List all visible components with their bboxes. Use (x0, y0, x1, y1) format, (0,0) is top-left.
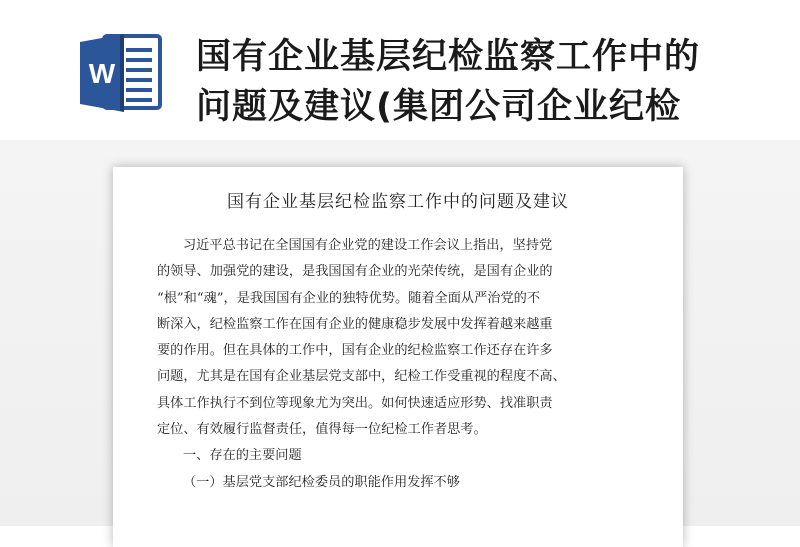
paragraph-line: 习近平总书记在全国国有企业党的建设工作会议上指出，坚持党 (183, 238, 553, 253)
document-body (157, 233, 639, 496)
section-heading: 一、存在的主要问题 (183, 448, 302, 464)
paragraph-line: 具体工作执行不到位等现象尤为突出。如何快速适应形势、找准职责 (157, 395, 553, 411)
paragraph-line: 断深入，纪检监察工作在国有企业的健康稳步发展中发挥着越来越重 (157, 316, 553, 332)
paragraph-line: 的领导、加强党的建设，是我国国有企业的光荣传统，是国有企业的 (157, 264, 553, 280)
paragraph-line: 定位、有效履行监督责任，值得每一位纪检工作者思考。 (157, 422, 487, 438)
document-title: 国有企业基层纪检监察工作中的问题及建议 (227, 192, 569, 212)
header-banner (0, 0, 800, 140)
title-line: 国有企业基层纪检监察工作中的 (196, 37, 701, 77)
word-icon-letter: W (88, 58, 116, 89)
page-title (196, 32, 786, 132)
word-document-icon (76, 30, 166, 116)
document-page (113, 167, 683, 547)
paragraph-line: “根”和“魂”，是我国国有企业的独特优势。随着全面从严治党的不 (157, 290, 541, 306)
subsection-heading: （一）基层党支部纪检委员的职能作用发挥不够 (183, 474, 460, 490)
paragraph-line: 要的作用。但在具体的工作中，国有企业的纪检监察工作还存在许多 (157, 343, 553, 359)
paragraph-line: 问题，尤其是在国有企业基层党支部中，纪检工作受重视的程度不高、 (157, 369, 566, 385)
title-line: 问题及建议(集团公司企业纪检 (196, 87, 681, 127)
